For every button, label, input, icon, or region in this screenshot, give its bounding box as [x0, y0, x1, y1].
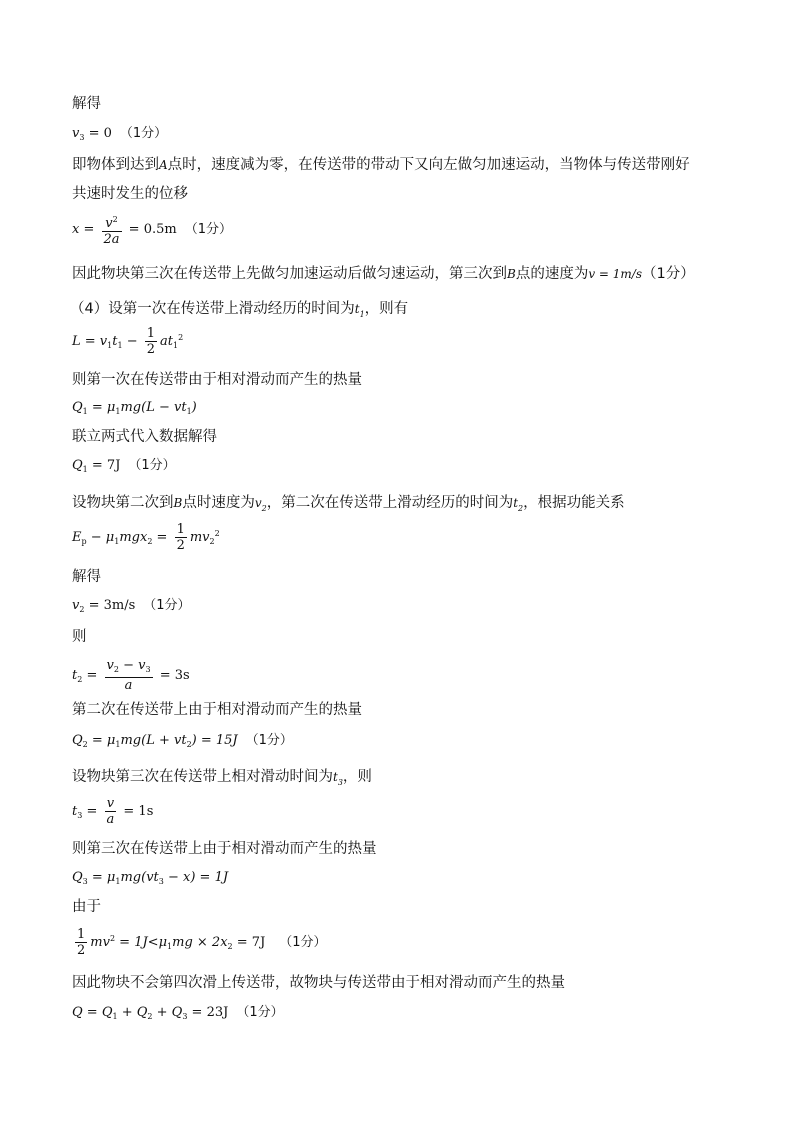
text-line	[72, 94, 101, 114]
equation-v2: $v_2 = 3m/s$ （1分）	[72, 598, 191, 614]
score-mark: （1分）	[245, 733, 293, 748]
equation-v3: $v_3 = 0$ （1分）	[72, 126, 168, 142]
text-line: 设物块第三次在传送带上相对滑动时间为$t_3$，则	[72, 769, 372, 787]
equation-comparison: $\frac{1}{2}$ $mv^2 = 1J<\mu_1mg \times 2x_2 = 7J$ （1分）	[77, 927, 327, 958]
score-mark: （1分）	[184, 222, 232, 237]
equation-q1: $Q_1 = \mu_1mg(L - vt_1)$	[72, 400, 197, 416]
text-line: 因此物块第三次在传送带上先做匀加速运动后做匀速运动，第三次到B点的速度为v = 1m/s（1分）	[72, 266, 695, 282]
score-mark: （1分）	[128, 458, 176, 473]
text-line: 由于	[72, 899, 101, 915]
equation-total-heat: $Q = Q_1 + Q_2 + Q_3 = 23J$ （1分）	[72, 1005, 284, 1021]
text-line: （4）设第一次在传送带上滑动经历的时间为$t_1$，则有	[70, 301, 409, 319]
text-line: 共速时发生的位移	[72, 186, 188, 202]
equation-q2: $Q_2 = \mu_1mg(L + vt_2) = 15J$ （1分）	[72, 733, 293, 749]
text-line: 则第三次在传送带上由于相对滑动而产生的热量	[72, 841, 377, 857]
equation-q3: $Q_3 = \mu_1mg(vt_3 - x) = 1J$	[72, 870, 229, 886]
text-line: 联立两式代入数据解得	[72, 429, 217, 445]
score-mark: （1分）	[119, 126, 168, 141]
equation-q1-result: $Q_1 = 7J$ （1分）	[72, 458, 176, 474]
equation-length: $L = v_1t_1$ − $\frac{1}{2}$ $at_1^2$	[72, 326, 184, 357]
equation-t3: $t_3$ = $\frac{v}{a}$ = 1s	[72, 796, 154, 827]
text-line: 解得	[72, 569, 101, 585]
text-line: 则第一次在传送带由于相对滑动而产生的热量	[72, 372, 362, 388]
text-line: 即物体到达到A点时，速度减为零，在传送带的带动下又向左做匀加速运动，当物体与传送带刚好	[72, 157, 690, 173]
equation-energy: $E_p - \mu_1mgx_2$ = $\frac{1}{2}$ $mv_2^2$	[72, 522, 220, 553]
solution-heading: 解得	[72, 96, 101, 112]
score-mark: （1分）	[143, 598, 191, 613]
text-line: 因此物块不会第四次滑上传送带，故物块与传送带由于相对滑动而产生的热量	[72, 975, 565, 991]
text-line: 设物块第二次到B点时速度为$v_2$，第二次在传送带上滑动经历的时间为$t_2$，根据功能关系	[72, 495, 625, 513]
equation-t2: $t_2$ = $\frac{v_2 - v_3}{a}$ = 3s	[72, 658, 190, 693]
equation-displacement: x = $\frac{v^2}{2a}$ = 0.5m （1分）	[72, 212, 232, 247]
score-mark: （1分）	[236, 1005, 284, 1020]
text-line: 则	[72, 629, 87, 645]
text-line: 第二次在传送带上由于相对滑动而产生的热量	[72, 702, 362, 718]
score-mark: （1分）	[279, 935, 327, 950]
